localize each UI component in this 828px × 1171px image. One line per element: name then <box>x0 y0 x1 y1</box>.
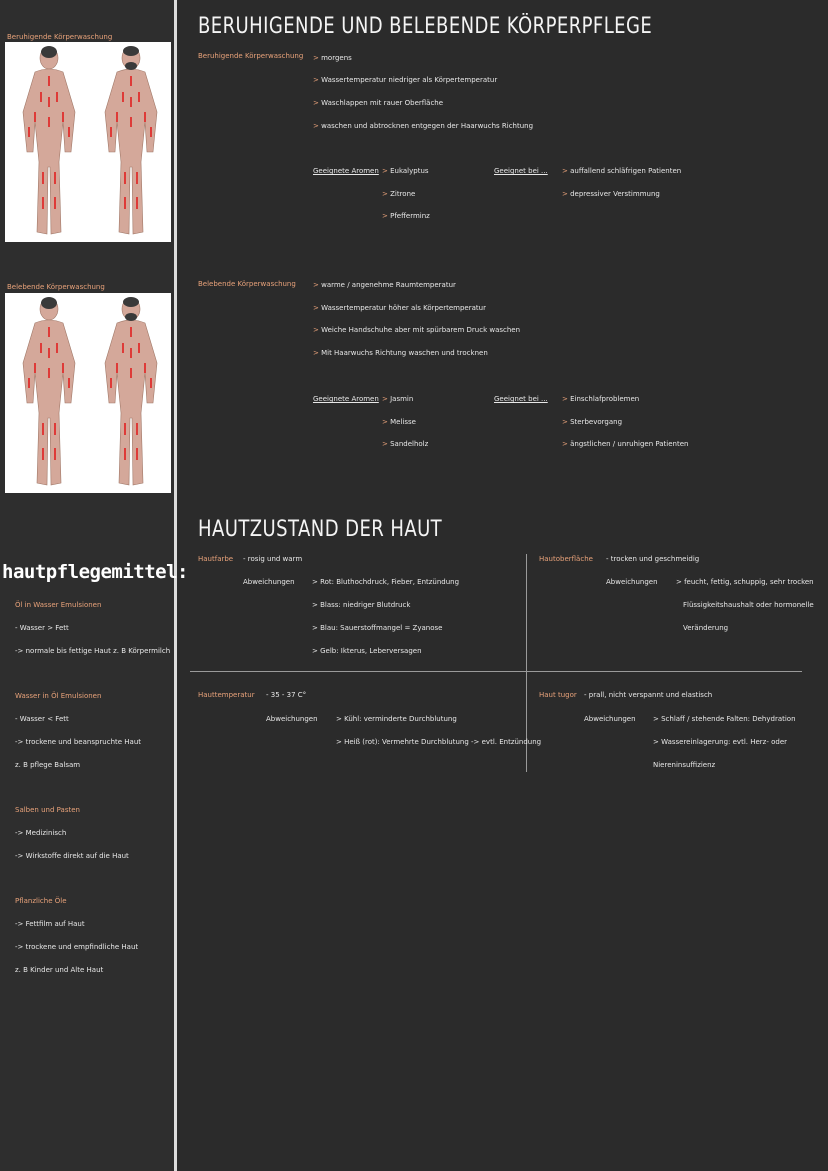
point: > waschen und abtrocknen entgegen der Haarwuchs Richtung <box>313 122 534 130</box>
point: > Waschlappen mit rauer Oberfläche <box>313 99 444 107</box>
abweichung: > Heiß (rot): Vermehrte Durchblutung -> evtl. Entzündung <box>336 738 542 746</box>
aromen-label: Geeignete Aromen <box>313 167 379 175</box>
point: > Wassertemperatur niedriger als Körpertemperatur <box>313 76 498 84</box>
aromen-label: Geeignete Aromen <box>313 395 379 403</box>
aroma: > Melisse <box>382 418 416 426</box>
figure-label-beruhigend: Beruhigende Körperwaschung <box>7 33 113 41</box>
section-wasser-in-oel <box>15 685 141 777</box>
section-line: -> normale bis fettige Haut z. B Körpermilch <box>15 647 171 655</box>
aroma: > Sandelholz <box>382 440 429 448</box>
abweichung: Niereninsuffizienz <box>653 761 716 769</box>
section-title-hautzustand: HAUTZUSTAND DER HAUT <box>198 517 443 542</box>
section-heading: Öl in Wasser Emulsionen <box>15 601 102 609</box>
geeignet-label: Geeignet bei ... <box>494 395 548 403</box>
abweichung: > Wassereinlagerung: evtl. Herz- oder <box>653 738 788 746</box>
hauttemperatur-label: Hauttemperatur <box>198 691 255 699</box>
abweichungen-label: Abweichungen <box>266 715 318 723</box>
section-line: -> Fettfilm auf Haut <box>15 920 85 928</box>
section-pflanzliche-oele <box>15 890 138 982</box>
section-line: - Wasser < Fett <box>15 715 69 723</box>
geeignet-item: > Sterbevorgang <box>562 418 623 426</box>
geeignet-item: > ängstlichen / unruhigen Patienten <box>562 440 689 448</box>
abweichung: > Blau: Sauerstoffmangel = Zyanose <box>312 624 443 632</box>
section-heading: Pflanzliche Öle <box>15 897 67 905</box>
abweichung: > Rot: Bluthochdruck, Fieber, Entzündung <box>312 578 460 586</box>
section-line: -> Medizinisch <box>15 829 67 837</box>
hauttemperatur-normal: - 35 - 37 C° <box>266 691 307 699</box>
aroma: > Eukalyptus <box>382 167 429 175</box>
section-line: -> trockene und beanspruchte Haut <box>15 738 142 746</box>
divider-horizontal <box>190 671 802 672</box>
section-heading: Wasser in Öl Emulsionen <box>15 692 102 700</box>
hauttugor-label: Haut tugor <box>539 691 577 699</box>
abweichung: > Schlaff / stehende Falten: Dehydration <box>653 715 796 723</box>
section-line: -> Wirkstoffe direkt auf die Haut <box>15 852 129 860</box>
section-line: - Wasser > Fett <box>15 624 69 632</box>
point: > warme / angenehme Raumtemperatur <box>313 281 456 289</box>
section-heading: Salben und Pasten <box>15 806 80 814</box>
section-line: -> trockene und empfindliche Haut <box>15 943 139 951</box>
body-illustration <box>5 42 171 242</box>
section-oel-in-wasser <box>15 594 170 663</box>
aroma: > Pfefferminz <box>382 212 430 220</box>
main-content <box>178 0 828 1171</box>
geeignet-item: > Einschlafproblemen <box>562 395 640 403</box>
figure-label-belebend: Belebende Körperwaschung <box>7 283 105 291</box>
hautoberflaeche-label: Hautoberfläche <box>539 555 593 563</box>
point: > Mit Haarwuchs Richtung waschen und trocknen <box>313 349 488 357</box>
abweichung: > Blass: niedriger Blutdruck <box>312 601 411 609</box>
abweichung: > feucht, fettig, schuppig, sehr trocken <box>676 578 814 586</box>
sidebar <box>0 0 188 1171</box>
belebend-label: Belebende Körperwaschung <box>198 280 296 288</box>
section-salben <box>15 799 129 868</box>
body-diagram-belebend <box>5 293 171 493</box>
page-title: BERUHIGENDE UND BELEBENDE KÖRPERPFLEGE <box>198 14 653 39</box>
hautpflegemittel-title: hautpflegemittel: <box>2 561 188 583</box>
body-diagram-beruhigend <box>5 42 171 242</box>
body-illustration <box>5 293 171 493</box>
abweichungen-label: Abweichungen <box>606 578 658 586</box>
abweichung: > Kühl: verminderte Durchblutung <box>336 715 457 723</box>
section-line: z. B Kinder und Alte Haut <box>15 966 104 974</box>
hautfarbe-normal: - rosig und warm <box>243 555 303 563</box>
abweichung: > Gelb: Ikterus, Leberversagen <box>312 647 422 655</box>
geeignet-item: > auffallend schläfrigen Patienten <box>562 167 682 175</box>
aroma: > Zitrone <box>382 190 416 198</box>
hautoberflaeche-normal: - trocken und geschmeidig <box>606 555 700 563</box>
abweichungen-label: Abweichungen <box>243 578 295 586</box>
hauttugor-normal: - prall, nicht verspannt und elastisch <box>584 691 713 699</box>
point: > Weiche Handschuhe aber mit spürbarem Druck waschen <box>313 326 521 334</box>
point: > Wassertemperatur höher als Körpertemperatur <box>313 304 486 312</box>
beruhigend-label: Beruhigende Körperwaschung <box>198 52 304 60</box>
point: > morgens <box>313 54 352 62</box>
abweichung: Veränderung <box>683 624 729 632</box>
abweichungen-label: Abweichungen <box>584 715 636 723</box>
abweichung: Flüssigkeitshaushalt oder hormonelle <box>683 601 814 609</box>
geeignet-item: > depressiver Verstimmung <box>562 190 660 198</box>
section-line: z. B pflege Balsam <box>15 761 81 769</box>
geeignet-label: Geeignet bei ... <box>494 167 548 175</box>
aroma: > Jasmin <box>382 395 414 403</box>
hautfarbe-label: Hautfarbe <box>198 555 234 563</box>
